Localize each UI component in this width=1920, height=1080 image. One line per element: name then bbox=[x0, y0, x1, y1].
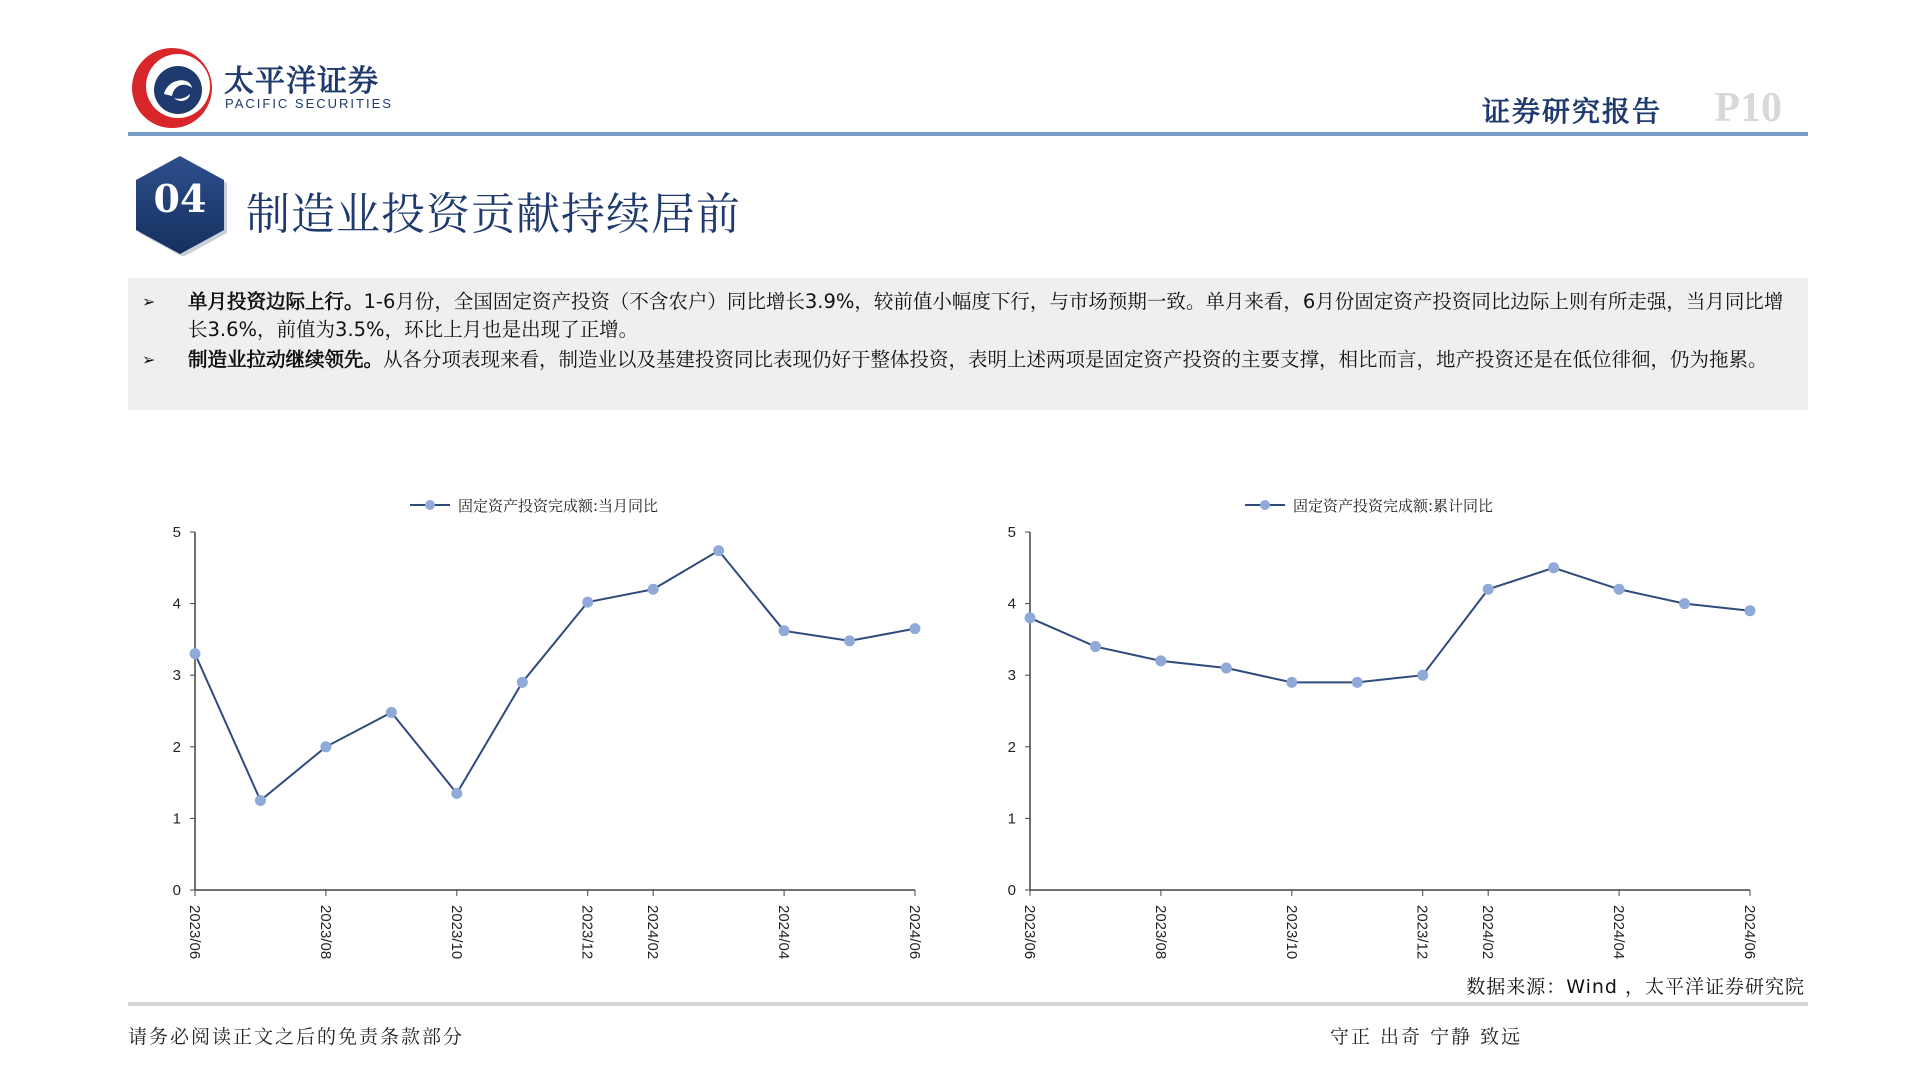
page-number: P10 bbox=[1714, 85, 1782, 131]
x-tick-label: 2024/02 bbox=[1479, 905, 1497, 960]
logo-name-en: PACIFIC SECURITIES bbox=[225, 96, 393, 111]
y-tick-label: 2 bbox=[172, 738, 181, 756]
y-tick-label: 3 bbox=[1007, 667, 1016, 685]
data-point bbox=[779, 625, 790, 636]
data-point bbox=[1025, 612, 1036, 623]
x-tick-label: 2024/04 bbox=[775, 905, 793, 960]
y-tick-label: 4 bbox=[1007, 595, 1016, 613]
x-tick-label: 2023/08 bbox=[316, 905, 334, 960]
bullet-text bbox=[188, 346, 1788, 374]
data-point bbox=[1679, 598, 1690, 609]
y-tick-label: 0 bbox=[172, 882, 181, 899]
logo-name-cn: 太平洋证券 bbox=[224, 64, 379, 99]
bullet-lead: 单月投资边际上行。 bbox=[188, 290, 364, 313]
data-point bbox=[1548, 562, 1559, 573]
bullet-text bbox=[188, 288, 1788, 344]
data-point bbox=[1090, 641, 1101, 652]
y-tick-label: 1 bbox=[172, 810, 181, 828]
legend-label: 固定资产投资完成额:当月同比 bbox=[458, 497, 659, 515]
data-point bbox=[517, 677, 528, 688]
monthly-yoy-line-chart bbox=[150, 480, 930, 960]
x-tick-label: 2023/06 bbox=[186, 905, 203, 960]
cumulative-yoy-line-chart bbox=[985, 480, 1765, 960]
y-tick-label: 3 bbox=[172, 667, 181, 685]
data-point bbox=[255, 795, 266, 806]
data-point bbox=[582, 597, 593, 608]
x-tick-label: 2023/06 bbox=[1021, 905, 1038, 960]
y-tick-label: 5 bbox=[1007, 524, 1016, 541]
bullet-lead: 制造业拉动继续领先。 bbox=[188, 348, 384, 371]
arrow-bullet-icon: ➢ bbox=[142, 350, 156, 369]
data-point bbox=[386, 707, 397, 718]
y-tick-label: 1 bbox=[1007, 810, 1016, 828]
x-tick-label: 2023/10 bbox=[1282, 905, 1300, 960]
x-tick-label: 2024/06 bbox=[1741, 905, 1758, 960]
x-tick-label: 2023/10 bbox=[447, 905, 465, 960]
disclaimer-text: 请务必阅读正文之后的免责条款部分 bbox=[128, 1026, 465, 1048]
x-tick-label: 2023/08 bbox=[1151, 905, 1169, 960]
bullet-body: 从各分项表现来看，制造业以及基建投资同比表现仍好于整体投资，表明上述两项是固定资产投资的主要支撑，相比而言，地产投资还是在低位徘徊，仍为拖累。 bbox=[383, 348, 1768, 371]
company-motto: 守正 出奇 宁静 致远 bbox=[1330, 1026, 1523, 1048]
data-point bbox=[320, 741, 331, 752]
data-point bbox=[1352, 677, 1363, 688]
x-tick-label: 2024/06 bbox=[906, 905, 923, 960]
data-point bbox=[1745, 605, 1756, 616]
data-point bbox=[451, 788, 462, 799]
y-tick-label: 2 bbox=[1007, 738, 1016, 756]
section-title: 制造业投资贡献持续居前 bbox=[246, 189, 741, 240]
section-number: 04 bbox=[153, 176, 207, 221]
data-point bbox=[190, 648, 201, 659]
y-tick-label: 4 bbox=[172, 595, 181, 613]
data-point bbox=[844, 635, 855, 646]
company-logo bbox=[128, 38, 408, 134]
pacific-securities-logo-icon bbox=[128, 38, 220, 134]
data-point bbox=[1483, 584, 1494, 595]
data-point bbox=[1286, 677, 1297, 688]
footer-divider bbox=[128, 1002, 1808, 1006]
data-point bbox=[910, 623, 921, 634]
x-tick-label: 2024/02 bbox=[644, 905, 662, 960]
data-point bbox=[1614, 584, 1625, 595]
header-divider bbox=[128, 132, 1808, 136]
series-line bbox=[1030, 568, 1750, 683]
data-point bbox=[1155, 655, 1166, 666]
report-type-title: 证券研究报告 bbox=[1481, 95, 1662, 128]
x-tick-label: 2023/12 bbox=[1413, 905, 1431, 960]
data-source: 数据来源：Wind ，太平洋证券研究院 bbox=[1466, 976, 1805, 998]
data-point bbox=[1417, 670, 1428, 681]
data-point bbox=[648, 584, 659, 595]
series-line bbox=[195, 551, 915, 801]
legend-marker bbox=[425, 500, 435, 510]
x-tick-label: 2024/04 bbox=[1610, 905, 1628, 960]
legend-label: 固定资产投资完成额:累计同比 bbox=[1293, 497, 1494, 515]
data-point bbox=[1221, 663, 1232, 674]
y-tick-label: 5 bbox=[172, 524, 181, 541]
arrow-bullet-icon: ➢ bbox=[142, 292, 156, 311]
legend-marker bbox=[1260, 500, 1270, 510]
bullet-body: 1-6月份，全国固定资产投资（不含农户）同比增长3.9%，较前值小幅度下行，与市场预期一致。单月来看，6月份固定资产投资同比边际上则有所走强，当月同比增长3.6%，前值为3.5%，环比上月也是出现了正增。 bbox=[188, 290, 1784, 341]
y-tick-label: 0 bbox=[1007, 882, 1016, 899]
data-point bbox=[713, 545, 724, 556]
x-tick-label: 2023/12 bbox=[578, 905, 596, 960]
summary-box bbox=[128, 278, 1808, 410]
